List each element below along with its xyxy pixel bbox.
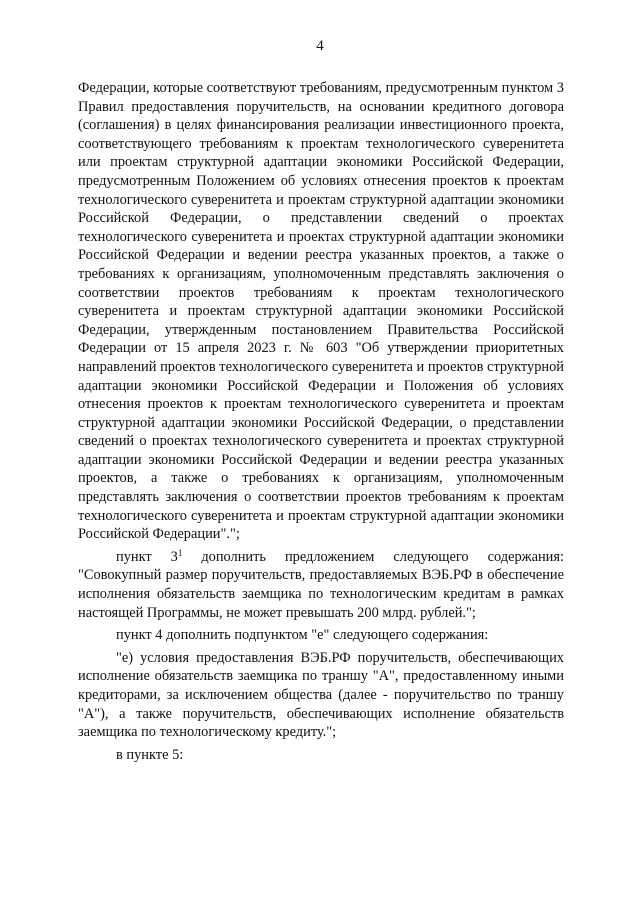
paragraph-point-4: пункт 4 дополнить подпунктом "е" следующего содержания: <box>116 627 489 644</box>
point-ref: пункт 3 <box>116 548 178 565</box>
paragraph-text: дополнить предложением следующего содержания: "Совокупный размер поручительств, предоставляемых ВЭБ.РФ в обеспечение исполнения обязательств заемщика по технологическим кредитам в рамках настоящей Программы, не может превышать 200 млрд. рублей."; <box>78 548 565 621</box>
paragraph-point-5: в пункте 5: <box>116 746 184 763</box>
superscript-marker: 1 <box>177 547 183 558</box>
page-number: 4 <box>316 38 324 54</box>
paragraph-point-3-1 <box>78 548 564 622</box>
document-body <box>78 79 564 764</box>
paragraph-continuation: Федерации, которые соответствуют требованиям, предусмотренным пунктом 3 Правил предоставления поручительств, на основании кредитного договора (соглашения) в целях финансирования реализации инвестиционного проекта, соответствующего требованиям к проектам технологического суверенитета или проектам структурной адаптации экономики Российской Федерации, предусмотренным Положением об условиях отнесения проектов к проектам технологического суверенитета и проектам структурной адаптации экономики Российской Федерации, о представлении сведений о проектах технологического суверенитета и проектах структурной адаптации экономики Российской Федерации и ведении реестра указанных проектов, а также о требованиях к организациям, уполномоченным представлять заключения о соответствии проектов требованиям к проектам технологического суверенитета и проектам структурной адаптации экономики Российской Федерации, утвержденным постановлением Правительства Российской Федерации от 15 апреля 2023 г. № 603 "Об утверждении приоритетных направлений проектов технологического суверенитета и проектов структурной адаптации экономики Российской Федерации и Положения об условиях отнесения проектов к проектам технологического суверенитета и проектам структурной адаптации экономики Российской Федерации, о представлении сведений о проектах технологического суверенитета и проектах структурной адаптации экономики Российской Федерации и ведении реестра указанных проектов, а также о требованиях к организациям, уполномоченным представлять заключения о соответствии проектов требованиям к проектам технологического суверенитета и проектам структурной адаптации экономики Российской Федерации"."; <box>78 80 564 543</box>
paragraph-subpoint-e: "е) условия предоставления ВЭБ.РФ поручительств, обеспечивающих исполнение обязательств заемщика по траншу "А", предоставленному иными кредиторами, за исключением общества (далее - поручительство по траншу "А"), а также поручительств, обеспечивающих исполнение обязательств заемщика по технологическому кредиту."; <box>78 649 564 741</box>
